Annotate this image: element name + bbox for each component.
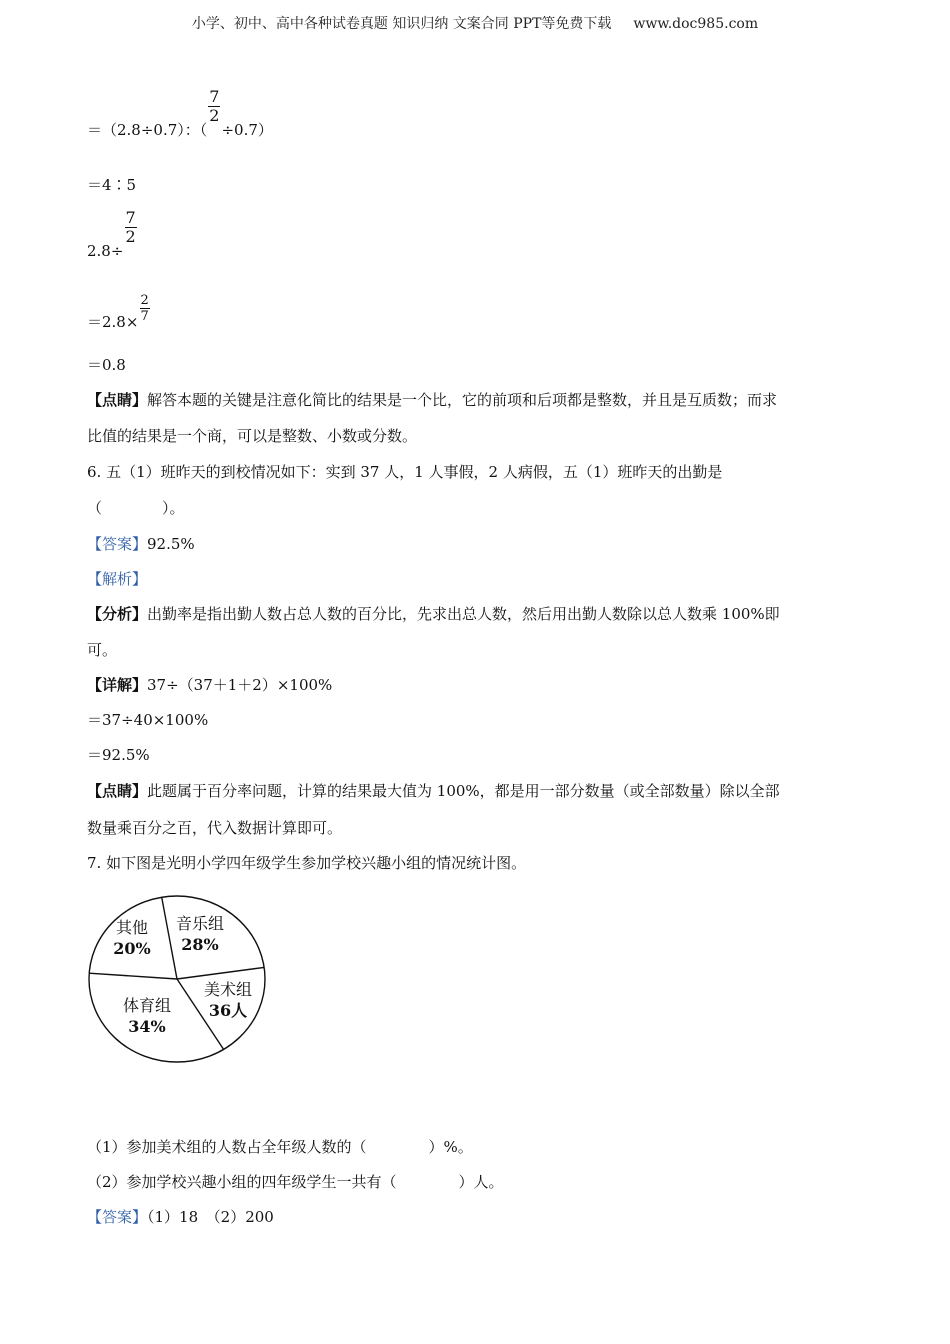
pie-value-3: 34% — [128, 1017, 166, 1036]
q6-xiangjie-line-3: ＝92.5% — [87, 746, 150, 764]
q6-dianjing-line-1 — [87, 780, 780, 802]
fraction-7-2-b — [123, 209, 137, 246]
pie-value-1: 28% — [181, 935, 219, 954]
xiangjie-tag: 【详解】 — [87, 676, 148, 694]
sub2-prefix: （2）参加学校兴趣小组的四年级学生一共有（ — [87, 1173, 397, 1191]
calc-line-1 — [87, 87, 273, 139]
q7-sub-1 — [87, 1136, 473, 1158]
sub2-suffix: ）人。 — [458, 1173, 504, 1191]
frac-den: 7 — [140, 309, 149, 324]
frac-num: 7 — [209, 87, 220, 106]
pie-value-2: 36人 — [208, 1001, 248, 1020]
q7-sub-2 — [87, 1171, 504, 1193]
pie-value-0: 20% — [113, 939, 151, 958]
q6-xiangjie-line-2: ＝37÷40×100% — [87, 711, 209, 729]
header-site: www.doc985.com — [633, 16, 759, 32]
pie-label-3: 体育组 — [122, 996, 172, 1015]
calc1-suffix: ÷0.7） — [221, 120, 273, 139]
answer-value: （1）18 （2）200 — [147, 1208, 274, 1226]
q7-answer — [87, 1206, 274, 1228]
header-title: 小学、初中、高中各种试卷真题 知识归纳 文案合同 PPT等免费下载 — [191, 16, 612, 32]
blank-open: （ — [87, 499, 103, 517]
calc-line-4 — [87, 293, 151, 331]
q7-stem: 7. 如下图是光明小学四年级学生参加学校兴趣小组的情况统计图。 — [87, 854, 527, 872]
dianjing5-line-2: 比值的结果是一个商，可以是整数、小数或分数。 — [87, 427, 418, 445]
xiangjie-text: 37÷（37＋1＋2）×100% — [147, 676, 333, 694]
fraction-2-7 — [138, 293, 150, 324]
calc-line-5: ＝0.8 — [87, 356, 126, 374]
sub1-prefix: （1）参加美术组的人数占全年级人数的（ — [87, 1138, 367, 1156]
q6-dianjing-line-2: 数量乘百分之百，代入数据计算即可。 — [87, 819, 343, 837]
pie-label-0: 其他 — [115, 918, 149, 937]
blank-close: ）。 — [162, 499, 185, 517]
calc-line-3 — [87, 208, 138, 260]
answer-tag: 【答案】 — [87, 1208, 148, 1226]
q6-stem-line-2 — [87, 497, 185, 519]
q6-fenxi-line-2: 可。 — [87, 641, 118, 659]
fenxi-text: 出勤率是指出勤人数占总人数的百分比，先求出总人数，然后用出勤人数除以总人数乘 100%即 — [147, 605, 780, 623]
dianjing-text: 解答本题的关键是注意化简比的结果是一个比，它的前项和后项都是整数，并且是互质数；而求 — [147, 391, 778, 409]
frac-den: 2 — [125, 227, 136, 246]
calc1-prefix: ＝（2.8÷0.7）：（ — [87, 120, 208, 139]
dianjing5-line-1 — [87, 389, 777, 411]
frac-num: 2 — [140, 293, 149, 308]
calc4-prefix: ＝2.8× — [87, 312, 139, 331]
answer-value: 92.5% — [147, 535, 195, 553]
fraction-7-2 — [207, 88, 221, 125]
page-header — [0, 13, 950, 33]
dianjing-tag: 【点睛】 — [87, 391, 148, 409]
pie-chart — [80, 893, 280, 1073]
frac-num: 7 — [125, 208, 136, 227]
calc-line-2: ＝4∶5 — [87, 176, 137, 194]
calc3-prefix: 2.8÷ — [87, 241, 124, 260]
q6-answer — [87, 533, 195, 555]
q6-jiexi-tag: 【解析】 — [87, 570, 148, 588]
frac-den: 2 — [209, 106, 220, 125]
fenxi-tag: 【分析】 — [87, 605, 148, 623]
sub1-suffix: ）%。 — [428, 1138, 473, 1156]
q6-fenxi-line-1 — [87, 603, 780, 625]
pie-label-2: 美术组 — [203, 980, 253, 999]
answer-tag: 【答案】 — [87, 535, 148, 553]
dianjing-tag: 【点睛】 — [87, 782, 148, 800]
q6-stem-line-1: 6. 五（1）班昨天的到校情况如下：实到 37 人，1 人事假，2 人病假，五（1）班昨天的出勤是 — [87, 463, 723, 481]
pie-label-1: 音乐组 — [175, 914, 225, 933]
dianjing-text: 此题属于百分率问题，计算的结果最大值为 100%，都是用一部分数量（或全部数量）除以全部 — [147, 782, 780, 800]
q6-xiangjie-line-1 — [87, 674, 332, 696]
